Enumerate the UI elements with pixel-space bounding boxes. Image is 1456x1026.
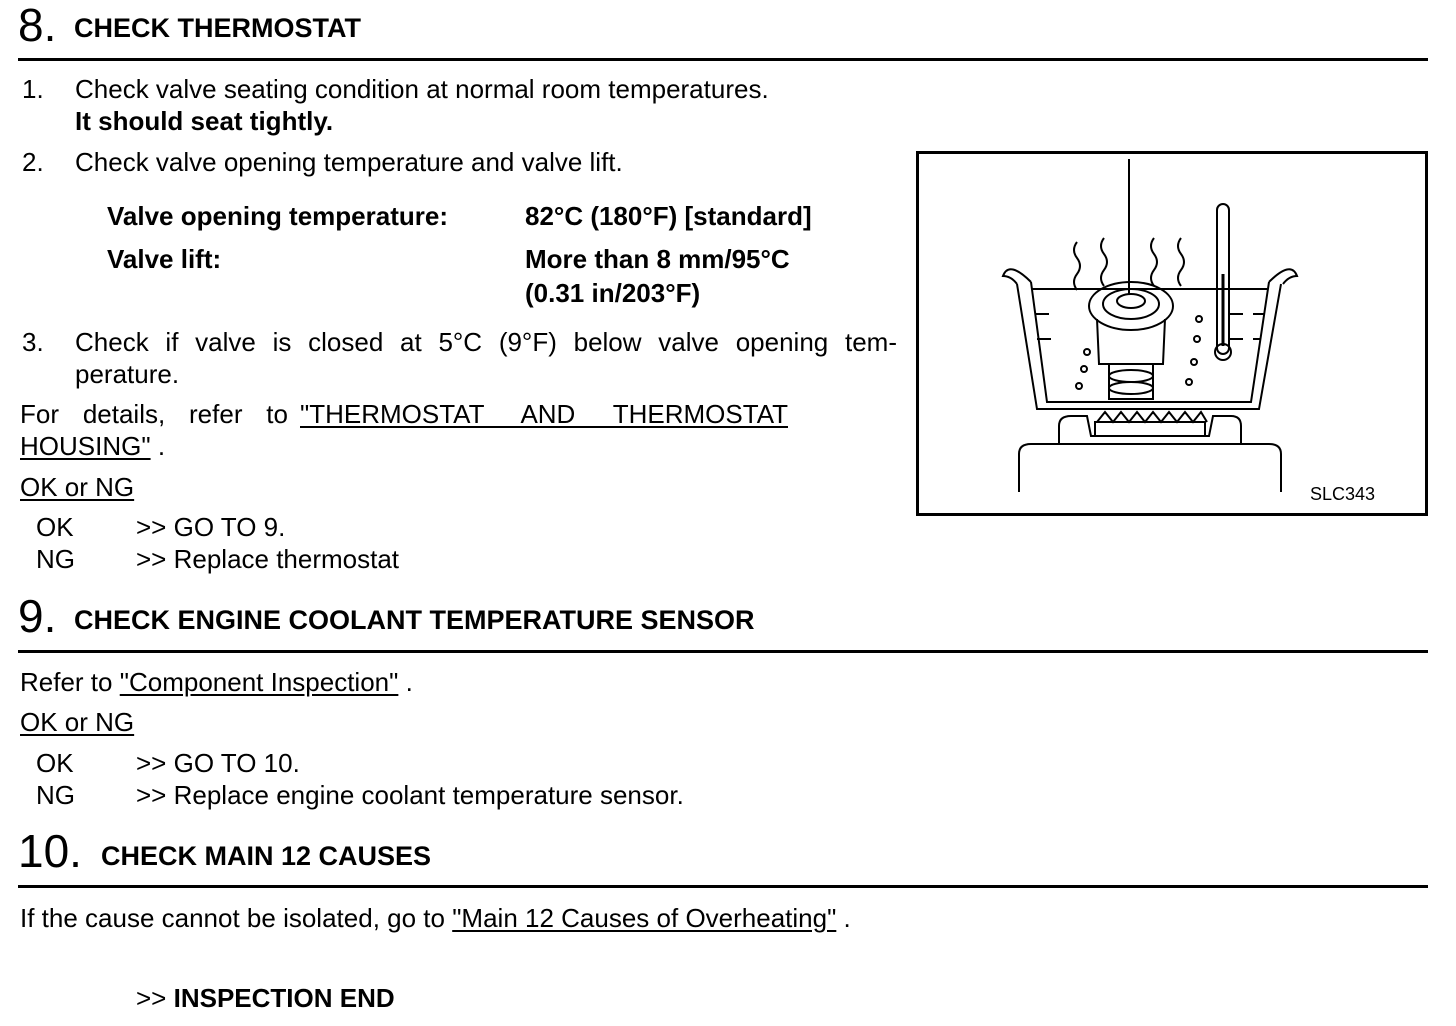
step10-text-prefix: If the cause cannot be isolated, go to: [20, 903, 445, 933]
step8-item3-line2: perature.: [75, 359, 180, 389]
step8-item3-number: 3.: [22, 327, 44, 357]
step9-title: CHECK ENGINE COOLANT TEMPERATURE SENSOR: [74, 605, 755, 635]
step9-ok-label: OK: [36, 748, 74, 778]
thermostat-test-figure: [916, 151, 1428, 516]
spec-valve-lift-label: Valve lift:: [107, 244, 222, 274]
figure-code: SLC343: [1309, 484, 1375, 504]
step8-item3-line1: Check if valve is closed at 5°C (9°F) below valve opening tem-: [75, 327, 897, 357]
thermostat-housing-link-cont[interactable]: HOUSING": [20, 431, 151, 461]
step8-item2-number: 2.: [22, 147, 44, 177]
main-12-causes-link[interactable]: "Main 12 Causes of Overheating": [452, 903, 837, 933]
step10-title: CHECK MAIN 12 CAUSES: [101, 841, 432, 871]
step10-text-suffix: .: [843, 903, 851, 933]
step8-ok-ng-label: OK or NG: [20, 472, 135, 502]
inspection-end-line: [136, 982, 395, 1014]
step9-refer-suffix: .: [405, 667, 413, 697]
step8-ng-label: NG: [36, 544, 75, 574]
step9-refer-prefix: Refer to: [20, 667, 113, 697]
step8-item1-text: Check valve seating condition at normal room temperatures.: [75, 74, 769, 104]
inspection-end-label: INSPECTION END: [173, 983, 395, 1013]
spec-valve-lift-value-line1: More than 8 mm/95°C: [525, 244, 790, 274]
step9-refer-line: [20, 666, 413, 698]
step9-number: 9.: [18, 590, 57, 642]
step10-text-line: [20, 902, 851, 934]
details-prefix: For details, refer to: [20, 399, 288, 429]
step8-title: CHECK THERMOSTAT: [74, 13, 361, 43]
step8-number: 8.: [18, 0, 57, 51]
step8-ng-action: >> Replace thermostat: [136, 544, 400, 574]
step9-ok-action: >> GO TO 10.: [136, 748, 300, 778]
step8-item1-note: It should seat tightly.: [75, 106, 334, 136]
step9-ng-action: >> Replace engine coolant temperature sensor.: [136, 780, 684, 810]
details-suffix: .: [157, 431, 166, 461]
component-inspection-link[interactable]: "Component Inspection": [119, 667, 399, 697]
step10-number: 10.: [18, 825, 82, 877]
step8-item2-text: Check valve opening temperature and valve lift.: [75, 147, 623, 177]
step9-ng-label: NG: [36, 780, 75, 810]
details-line2: [20, 430, 165, 462]
spec-opening-temp-value: 82°C (180°F) [standard]: [525, 201, 812, 231]
spec-opening-temp-label: Valve opening temperature:: [107, 201, 448, 231]
step8-ok-label: OK: [36, 512, 74, 542]
step8-divider: [18, 58, 1428, 61]
step8-item1-number: 1.: [22, 74, 44, 104]
thermostat-housing-link[interactable]: "THERMOSTAT AND THERMOSTAT: [300, 399, 788, 429]
step9-ok-ng-label: OK or NG: [20, 707, 135, 737]
step10-divider: [18, 885, 1428, 888]
step8-ok-action: >> GO TO 9.: [136, 512, 286, 542]
spec-valve-lift-value-line2: (0.31 in/203°F): [525, 278, 701, 308]
inspection-end-arrow: >>: [136, 983, 167, 1013]
thermostat-in-heated-water-illustration: [919, 154, 1425, 513]
step9-divider: [18, 650, 1428, 653]
